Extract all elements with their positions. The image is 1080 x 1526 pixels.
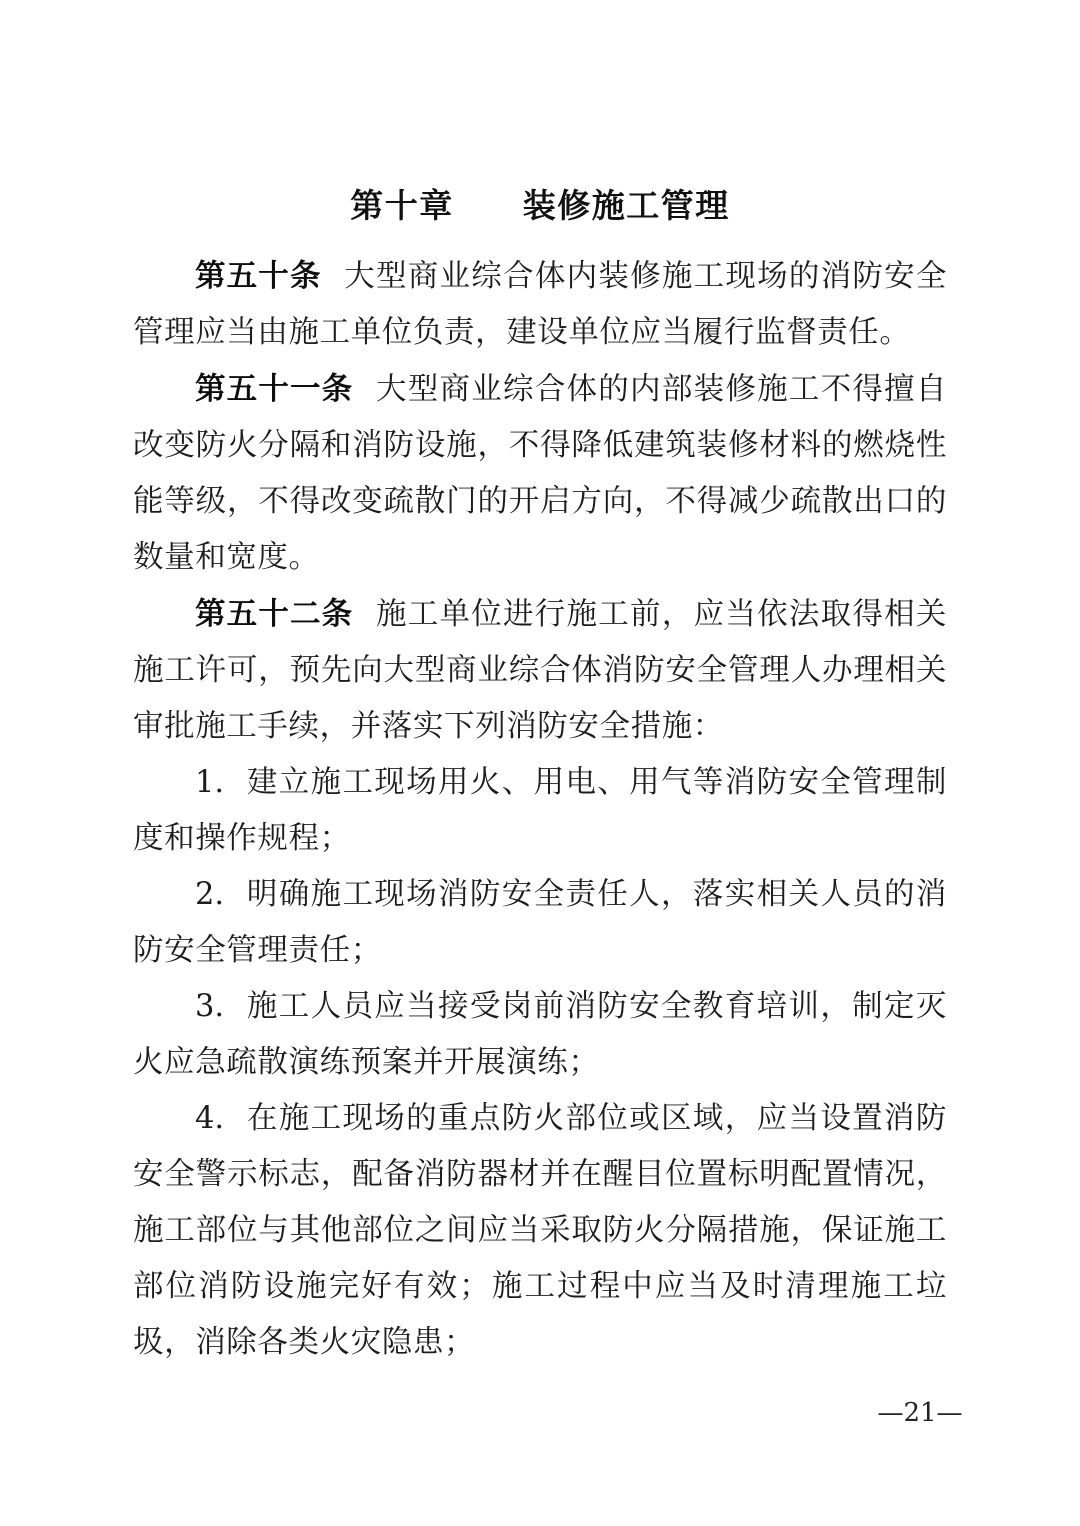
- article-paragraph-50: [133, 248, 947, 361]
- article-body-51: 大型商业综合体的内部装修施工不得擅自改变防火分隔和消防设施，不得降低建筑装修材料的燃烧性能等级，不得改变疏散门的开启方向，不得减少疏散出口的数量和宽度。: [133, 372, 947, 575]
- list-item-body-2: 明确施工现场消防安全责任人，落实相关人员的消防安全管理责任；: [133, 877, 947, 968]
- article-paragraph-51: [133, 361, 947, 586]
- list-item-body-3: 施工人员应当接受岗前消防安全教育培训，制定灭火应急疏散演练预案并开展演练；: [133, 989, 947, 1080]
- list-item-1: [133, 755, 947, 867]
- article-label-50: 第五十条: [195, 259, 322, 293]
- list-item-body-1: 建立施工现场用火、用电、用气等消防安全管理制度和操作规程；: [133, 765, 947, 856]
- chapter-heading: 第十章 装修施工管理: [350, 187, 730, 224]
- page-content: [133, 178, 947, 1371]
- list-item-number-1: 1.: [195, 765, 225, 800]
- article-body-52: 施工单位进行施工前，应当依法取得相关施工许可，预先向大型商业综合体消防安全管理人办理相关审批施工手续，并落实下列消防安全措施：: [133, 597, 947, 744]
- article-paragraph-52: [133, 586, 947, 755]
- page-footer: [0, 1398, 1080, 1428]
- list-item-4: [133, 1091, 947, 1371]
- list-item-number-3: 3.: [195, 989, 225, 1024]
- list-item-body-4: 在施工现场的重点防火部位或区域，应当设置消防安全警示标志，配备消防器材并在醒目位置标明配置情况，施工部位与其他部位之间应当采取防火分隔措施，保证施工部位消防设施完好有效；施工过程中应当及时清理施工垃圾，消除各类火灾隐患；: [133, 1101, 947, 1360]
- list-item-3: [133, 979, 947, 1091]
- page-number: —21—: [877, 1398, 963, 1428]
- list-item-2: [133, 867, 947, 979]
- article-label-51: 第五十一条: [195, 372, 354, 406]
- article-body-50: 大型商业综合体内装修施工现场的消防安全管理应当由施工单位负责，建设单位应当履行监督责任。: [133, 259, 947, 350]
- list-item-number-2: 2.: [195, 877, 225, 912]
- article-label-52: 第五十二条: [195, 597, 354, 631]
- list-item-number-4: 4.: [195, 1101, 225, 1136]
